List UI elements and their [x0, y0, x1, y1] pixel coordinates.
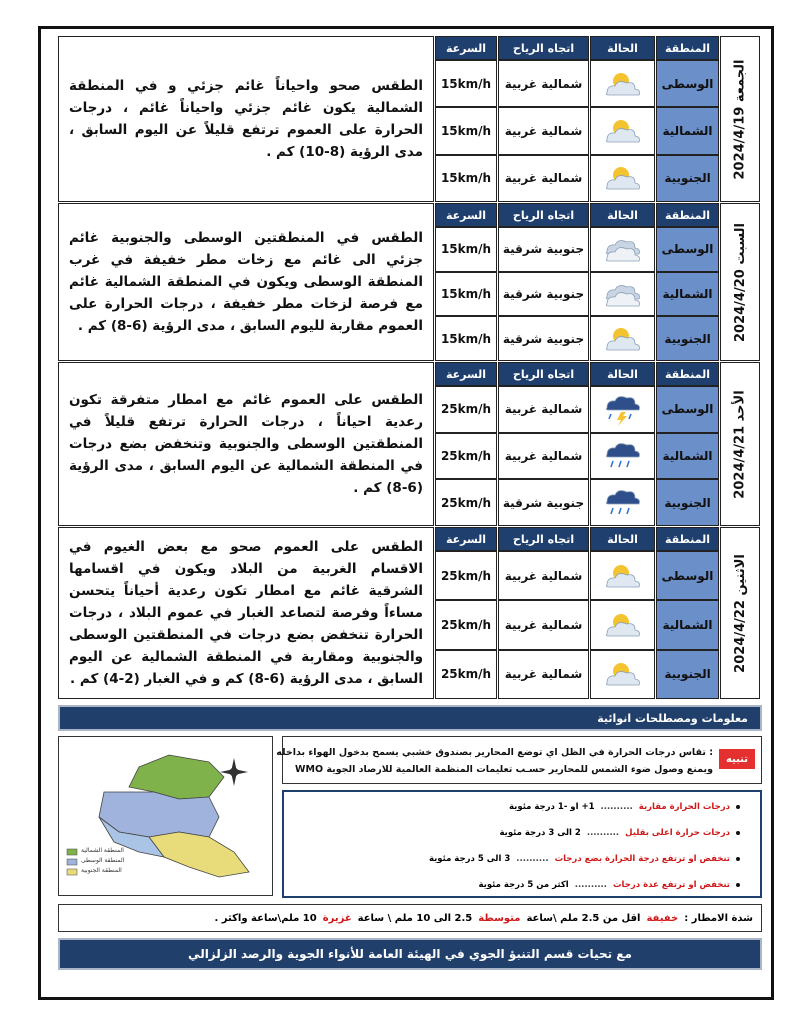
day-date — [720, 203, 760, 361]
header-speed: السرعة — [435, 36, 497, 60]
partly-cloudy-icon — [590, 551, 655, 600]
note-box — [276, 736, 762, 784]
header-status: الحالة — [590, 362, 655, 386]
day-date — [720, 36, 760, 202]
partly-cloudy-icon — [590, 316, 655, 361]
definition-term: تنخفض او ترتفع درجة الحرارة بضع درجات — [554, 854, 730, 864]
region-cell: الجنوبية — [656, 155, 719, 202]
day-description-text: الطقس في المنطقتين الوسطى والجنوبية غائم جزئي الى غائم مع زخات مطر خفيفة في غرب المنطقة الوسطى ويكون في المنطقة الشمالية غائم مع فرصة لزخات مطر خفيفة ، درجات الحرارة على العموم مقاربة لليوم السابق ، مدى الرؤية (6-8) كم . — [69, 230, 423, 334]
definition-value: 2 الى 3 درجة مئوية — [499, 828, 581, 838]
map-legend-1: المنطقة الشمالية — [81, 847, 124, 854]
definition-value: اكثر من 5 درجة مئوية — [478, 880, 569, 890]
info-bar-title: معلومات ومصطلحات انوائية — [597, 711, 748, 725]
speed-cell: 25km/h — [435, 551, 497, 600]
thunderstorm-icon — [590, 386, 655, 433]
definition-term: درجات حرارة اعلى بقليل — [625, 828, 730, 838]
cloudy-icon — [590, 227, 655, 272]
speed-cell: 25km/h — [435, 600, 497, 649]
header-region: المنطقة — [656, 527, 719, 551]
partly-cloudy-icon — [590, 155, 655, 202]
map-legend-3: المنطقة الجنوبية — [81, 867, 122, 874]
rain-moderate: متوسطة — [478, 912, 521, 924]
note-line-1: : تقاس درجات الحرارة في الظل اي توضع المحارير بصندوق خشبي يسمح بدخول الهواء بداخله — [276, 747, 713, 758]
wind-direction-cell: شمالية غربية — [498, 386, 589, 433]
bullet-icon — [736, 805, 740, 809]
rain-icon — [590, 433, 655, 480]
header-region: المنطقة — [656, 203, 719, 227]
rain-box — [58, 904, 762, 932]
speed-cell: 25km/h — [435, 386, 497, 433]
wind-direction-cell: شمالية غربية — [498, 551, 589, 600]
definition-value: 3 الى 5 درجة مئوية — [428, 854, 511, 864]
rain-icon — [590, 479, 655, 526]
speed-cell: 15km/h — [435, 107, 497, 154]
header-status: الحالة — [590, 527, 655, 551]
wind-direction-cell: شمالية غربية — [498, 155, 589, 202]
header-wind-direction: اتجاه الرياح — [498, 362, 589, 386]
map-south-region — [149, 832, 249, 877]
wind-direction-cell: شمالية غربية — [498, 433, 589, 480]
partly-cloudy-icon — [590, 60, 655, 107]
speed-cell: 25km/h — [435, 433, 497, 480]
speed-cell: 25km/h — [435, 650, 497, 699]
speed-cell: 15km/h — [435, 316, 497, 361]
day-description — [58, 36, 434, 202]
header-wind-direction: اتجاه الرياح — [498, 36, 589, 60]
header-region: المنطقة — [656, 362, 719, 386]
definition-row — [509, 802, 740, 812]
header-speed: السرعة — [435, 527, 497, 551]
day-date-label: الأحد 2024/4/21 — [732, 389, 748, 499]
cloudy-icon — [590, 272, 655, 317]
region-cell: الشمالية — [656, 107, 719, 154]
rain-label: شدة الامطار : — [684, 912, 753, 924]
definition-value: 1+ او -1 درجة مئوية — [509, 802, 595, 812]
day-description — [58, 203, 434, 361]
definition-dots: .......... — [516, 854, 549, 864]
footer-bar — [58, 938, 762, 970]
definition-term: درجات الحرارة مقاربة — [638, 802, 730, 812]
header-region: المنطقة — [656, 36, 719, 60]
day-description-text: الطقس على العموم صحو مع بعض الغيوم في الاقسام الغربية من البلاد ويكون في اقسامها الشرقية غائم مع امطار تكون رعدية أحياناً يتحسن مساءاً وفرصة لتصاعد الغبار في عموم البلاد ، درجات الحرارة تنخفض بضع درجات في المنطقتين الوسطى والجنوبية ومقاربة في المنطقة الشمالية عن اليوم السابق ، مدى الرؤية (6-8) كم و في الغبار (2-4) كم . — [69, 539, 423, 687]
day-date-label: الاثنين 2024/4/22 — [732, 553, 748, 673]
rain-heavy: غزيرة — [322, 912, 352, 924]
wind-direction-cell: جنوبية شرقية — [498, 272, 589, 317]
partly-cloudy-icon — [590, 600, 655, 649]
rain-light-value: اقل من 2.5 ملم \ساعة — [526, 912, 641, 924]
speed-cell: 15km/h — [435, 60, 497, 107]
footer-text: مع تحيات قسم التنبؤ الجوي في الهيئة العامة للأنواء الجوية والرصد الزلزالي — [188, 947, 632, 961]
region-cell: الوسطى — [656, 227, 719, 272]
wind-direction-cell: جنوبية شرقية — [498, 479, 589, 526]
wind-direction-cell: شمالية غربية — [498, 600, 589, 649]
region-cell: الوسطى — [656, 60, 719, 107]
definition-term: تنخفض او ترتفع عدة درجات — [613, 880, 730, 890]
day-date — [720, 527, 760, 699]
definition-row — [500, 828, 741, 838]
definition-row — [429, 854, 740, 864]
speed-cell: 15km/h — [435, 155, 497, 202]
rain-heavy-value: 10 ملم\ساعة واكثر . — [214, 912, 317, 924]
definition-dots: .......... — [600, 802, 633, 812]
region-cell: الجنوبية — [656, 316, 719, 361]
definition-dots: .......... — [586, 828, 620, 838]
region-cell: الشمالية — [656, 433, 719, 480]
day-description-text: الطقس صحو واحياناً غائم جزئي و في المنطقة الشمالية يكون غائم جزئي واحياناً غائم ، درجات الحرارة على العموم ترتفع قليلاً عن اليوم السابق ، مدى الرؤية (8-10) كم . — [69, 78, 423, 160]
wind-direction-cell: جنوبية شرقية — [498, 316, 589, 361]
region-cell: الشمالية — [656, 272, 719, 317]
day-description — [58, 527, 434, 699]
region-cell: الوسطى — [656, 386, 719, 433]
wind-direction-cell: جنوبية شرقية — [498, 227, 589, 272]
speed-cell: 15km/h — [435, 272, 497, 317]
wind-direction-cell: شمالية غربية — [498, 60, 589, 107]
wind-direction-cell: شمالية غربية — [498, 107, 589, 154]
header-status: الحالة — [590, 203, 655, 227]
definitions-box — [282, 790, 762, 898]
speed-cell: 15km/h — [435, 227, 497, 272]
day-description-text: الطقس على العموم غائم مع امطار متفرقة تكون رعدية احياناً ، درجات الحرارة ترتفع قليلاً في المنطقتين الوسطى والجنوبية وتنخفض بضع درجات في المنطقة الشمالية عن اليوم السابق ، مدى الرؤية (6-8) كم . — [69, 392, 423, 496]
compass-icon — [220, 758, 248, 786]
region-cell: الجنوبية — [656, 479, 719, 526]
partly-cloudy-icon — [590, 107, 655, 154]
note-line-2: ويمنع وصول ضوء الشمس للمحارير حسـب تعليمات المنظمة العالمية للارصاد الجوية WMO — [295, 764, 713, 775]
partly-cloudy-icon — [590, 650, 655, 699]
rain-light: خفيفة — [646, 912, 679, 924]
header-speed: السرعة — [435, 203, 497, 227]
header-wind-direction: اتجاه الرياح — [498, 203, 589, 227]
info-bar — [58, 705, 762, 731]
day-date-label: الجمعة 2024/4/19 — [732, 59, 748, 179]
note-label: تنبيه — [719, 749, 755, 769]
header-speed: السرعة — [435, 362, 497, 386]
day-date — [720, 362, 760, 526]
bullet-icon — [736, 831, 740, 835]
bullet-icon — [736, 857, 740, 861]
definition-row — [478, 880, 740, 890]
day-date-label: السبت 2024/4/20 — [732, 222, 748, 342]
region-cell: الشمالية — [656, 600, 719, 649]
header-status: الحالة — [590, 36, 655, 60]
map-legend-2: المنطقة الوسطى — [81, 857, 125, 864]
header-wind-direction: اتجاه الرياح — [498, 527, 589, 551]
day-description — [58, 362, 434, 526]
rain-moderate-value: 2.5 الى 10 ملم \ ساعة — [357, 912, 473, 924]
map-box — [58, 736, 273, 896]
definition-dots: .......... — [574, 880, 608, 890]
region-cell: الجنوبية — [656, 650, 719, 699]
wind-direction-cell: شمالية غربية — [498, 650, 589, 699]
region-cell: الوسطى — [656, 551, 719, 600]
bullet-icon — [736, 883, 740, 887]
speed-cell: 25km/h — [435, 479, 497, 526]
